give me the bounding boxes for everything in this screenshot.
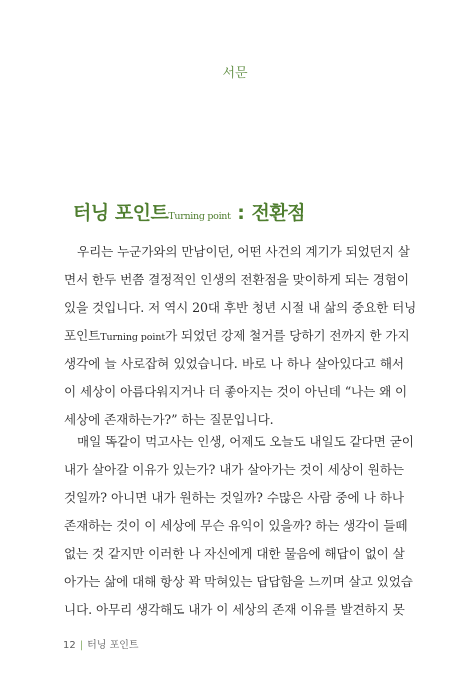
section-label: 서문 bbox=[222, 66, 248, 81]
text-line: 니다. 아무리 생각해도 내가 이 세상의 존재 이유를 발견하지 못 bbox=[64, 602, 405, 617]
text-line: 이 세상이 아름다워지거나 더 좋아지는 것이 아닌데 “나는 왜 이 bbox=[64, 384, 408, 399]
text-line: 생각에 늘 사로잡혀 있었습니다. 바로 나 하나 살아있다고 해서 bbox=[64, 356, 404, 371]
text-line: 매일 똑같이 먹고사는 인생, 어제도 오늘도 내일도 같다면 굳이 bbox=[77, 434, 414, 449]
text-line: 면서 한두 번쯤 결정적인 인생의 전환점을 맞이하게 되는 경험이 bbox=[64, 272, 409, 287]
footer-separator: | bbox=[79, 640, 84, 651]
text-fragment: 가 되었던 강제 철거를 당하기 전까지 한 가지 bbox=[165, 328, 410, 343]
chapter-title-english: Turning point bbox=[168, 211, 231, 222]
chapter-title-subtitle: 전환점 bbox=[251, 202, 306, 224]
text-line: 있을 것입니다. 저 역시 20대 후반 청년 시절 내 삶의 중요한 터닝 bbox=[64, 300, 417, 315]
text-line bbox=[64, 322, 410, 350]
chapter-title bbox=[73, 198, 305, 225]
paragraph-2 bbox=[64, 428, 414, 624]
text-line: 우리는 누군가와의 만남이던, 어떤 사건의 계기가 되었던지 살 bbox=[77, 244, 410, 259]
chapter-title-colon: : bbox=[230, 202, 252, 224]
footer-book-title: 터닝 포인트 bbox=[87, 640, 139, 651]
inline-english-term: Turning point bbox=[100, 332, 166, 343]
chapter-title-korean: 터닝 포인트 bbox=[73, 202, 169, 224]
paragraph-1 bbox=[64, 238, 417, 434]
page-number: 12 bbox=[63, 640, 76, 651]
text-line: 세상에 존재하는가?” 하는 질문입니다. bbox=[64, 412, 274, 427]
text-line: 없는 것 같지만 이러한 나 자신에게 대한 물음에 해답이 없이 살 bbox=[64, 546, 405, 561]
page-footer bbox=[63, 636, 139, 651]
text-fragment: 포인트 bbox=[64, 328, 101, 343]
text-line: 내가 살아갈 이유가 있는가? 내가 살아가는 것이 세상이 원하는 bbox=[64, 462, 404, 477]
text-line: 존재하는 것이 이 세상에 무슨 유익이 있을까? 하는 생각이 들떼 bbox=[64, 518, 408, 533]
text-line: 아가는 삶에 대해 항상 꽉 막혀있는 답답함을 느끼며 살고 있었습 bbox=[64, 574, 413, 589]
text-line: 것일까? 아니면 내가 원하는 것일까? 수많은 사람 중에 나 하나 bbox=[64, 490, 404, 505]
